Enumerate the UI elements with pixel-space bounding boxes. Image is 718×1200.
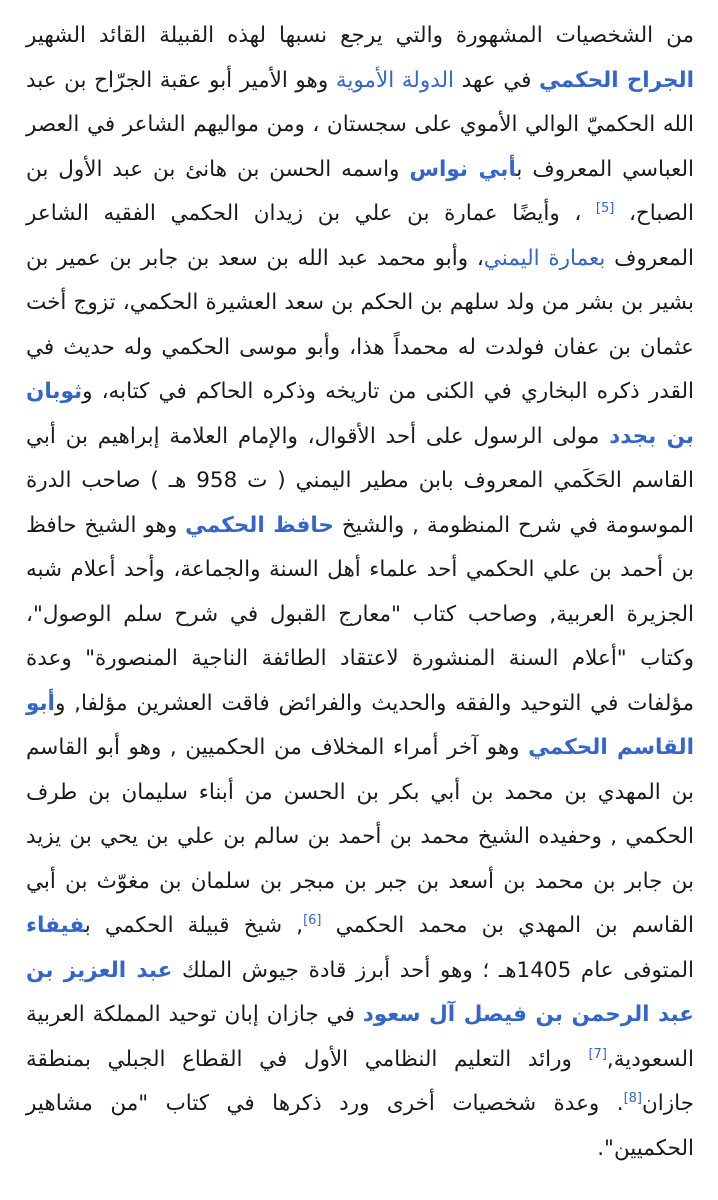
text-run: وهو الشيخ حافظ بن أحمد بن علي الحكمي أحد علماء أهل السنة والجماعة، وأحد أعلام شبه الجزيرة العربية, وصاحب كتاب "معارج القبول في شرح سلم الوصول"، وكتاب "أعلام السنة المنشورة لاعتقاد الطائفة الناجية المنصورة" وعدة مؤلفات في التوحيد والفقه والحديث والفرائض فاقت العشرين مؤلفا, و <box>26 512 694 716</box>
citation-5-link[interactable]: [5] <box>595 200 615 216</box>
link-umara-al-yamani[interactable]: بعمارة اليمني <box>483 245 606 271</box>
citation-8 <box>624 1091 642 1106</box>
link-abu-nuwas[interactable]: أبي نواس <box>409 156 517 182</box>
article-body <box>26 14 694 1171</box>
text-run: من الشخصيات المشهورة والتي يرجع نسبها لهذه القبيلة القائد الشهير <box>26 23 694 48</box>
link-hafiz-al-hakami[interactable]: حافظ الحكمي <box>185 512 334 538</box>
link-fayfa[interactable]: فيفاء <box>26 913 85 938</box>
text-run: في عهد <box>454 67 539 93</box>
link-abdulaziz-al-saud[interactable]: عبد العزيز بن عبد الرحمن بن فيصل آل سعود <box>26 957 694 1027</box>
citation-8-link[interactable]: [8] <box>623 1090 642 1106</box>
citation-7 <box>588 1046 606 1061</box>
text-run: ، وأيضًا عمارة بن علي بن زيدان الحكمي الفقيه الشاعر المعروف <box>26 201 694 271</box>
article-paragraph <box>26 14 694 1171</box>
text-run: وهو الأمير أبو عقبة الجرّاح بن عبد الله الحكميّ الوالي الأموي على سجستان ، ومن مواليهم الشاعر في العصر العباسي المعروف ب <box>26 67 694 182</box>
text-run: مولى الرسول على أحد الأقوال، والإمام العلامة إبراهيم بن أبي القاسم الحَكَمي المعروف بابن مطير اليمني ( ت 958 هـ ) صاحب الدرة الموسومة في شرح المنظومة , والشيخ <box>26 423 694 538</box>
text-run: , شيخ قبيلة الحكمي ب <box>84 913 304 938</box>
citation-6 <box>303 913 321 928</box>
text-run: . وعدة شخصيات أخرى ورد ذكرها في كتاب "من مشاهير الحكميين". <box>26 1091 694 1161</box>
text-run: وهو آخر أمراء المخلاف من الحكميين , وهو أبو القاسم بن المهدي بن محمد بن أبي بكر بن الحسن من أبناء سليمان بن طرف الحكمي , وحفيده الشيخ محمد بن أحمد بن سالم بن علي بن يحي بن يزيد بن جابر بن محمد بن أسعد بن جبر بن مبجر بن سلمان بن مغوّث بن أبي القاسم بن المهدي بن محمد الحكمي <box>26 735 694 938</box>
link-al-jarrah-al-hakami[interactable]: الجراح الحكمي <box>538 67 694 93</box>
link-umayyad-state[interactable]: الدولة الأموية <box>335 67 455 93</box>
text-run: ، وأبو محمد عبد الله بن سعد بن جابر بن عمير بن بشير بن بشر من ولد سلهم بن الحكم بن سعد العشيرة الحكمي، تزوج أخت عثمان بن عفان فولدت له محمداً هذا، وأبو موسى الحكمي وله حديث في القدر ذكره البخاري في الكنى من تاريخه وذكره الحاكم في كتابه، و <box>26 245 694 404</box>
citation-6-link[interactable]: [6] <box>303 912 322 928</box>
citation-5 <box>596 201 614 216</box>
link-abu-al-qasim-al-hakami[interactable]: أبو القاسم الحكمي <box>26 690 694 760</box>
text-run: في جازان إبان توحيد المملكة العربية السعودية, <box>26 1002 694 1072</box>
citation-7-link[interactable]: [7] <box>588 1046 607 1062</box>
text-run: ورائد التعليم النظامي الأول في القطاع الجبلي بمنطقة جازان <box>26 1046 694 1116</box>
text-run: المتوفى عام 1405هـ ؛ وهو أحد أبرز قادة جيوش الملك <box>172 957 694 983</box>
text-run: واسمه الحسن بن هانئ بن عبد الأول بن الصباح، <box>26 156 694 226</box>
link-thawban-bin-bajdad[interactable]: ثوبان بن بجدد <box>26 379 694 449</box>
